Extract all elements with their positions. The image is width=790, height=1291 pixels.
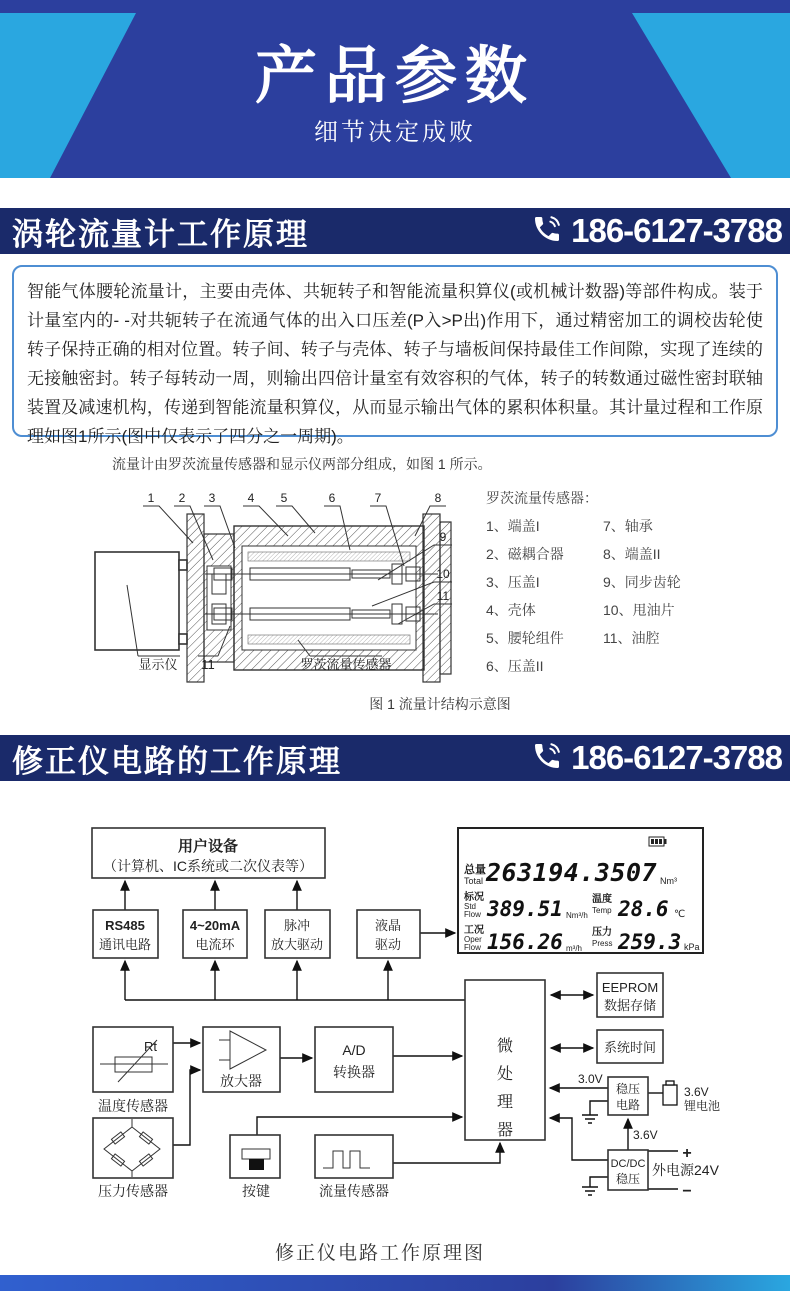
banner-subtitle: 细节决定成败 (314, 119, 476, 146)
phone-icon (531, 740, 563, 777)
block-user-device (92, 828, 325, 878)
battery-name-label: 锂电池 (684, 1099, 721, 1113)
top-banner (0, 0, 790, 178)
ground-symbol (582, 1115, 598, 1123)
block-system-time (597, 1030, 663, 1063)
part-item: 2、磁耦合器 (486, 546, 564, 562)
banner-title: 产品参数 (254, 42, 535, 111)
part-number: 7 (374, 491, 382, 505)
lcd-press-cn: 压力 (592, 927, 612, 938)
section1-title: 涡轮流量计工作原理 (12, 216, 309, 252)
eeprom-line2: 数据存储 (603, 998, 657, 1013)
phone-number: 186-6127-3788 (571, 212, 782, 249)
eeprom-line1: EEPROM (601, 980, 659, 995)
rs485-line1: RS485 (105, 918, 145, 933)
mcu-char2: 处 (496, 1066, 514, 1083)
plus-sign: + (682, 1145, 692, 1162)
lcd-oper-en2: Flow (464, 943, 481, 952)
key-label: 按键 (242, 1183, 270, 1199)
parts-list-title: 罗茨流量传感器： (486, 490, 598, 506)
lcd-press-unit: kPa (684, 942, 700, 952)
current-loop-line1: 4~20mA (189, 918, 241, 933)
lcd-oper-value: 156.26 (487, 930, 563, 954)
lcd-std-en2: Flow (464, 910, 481, 919)
part-item: 4、壳体 (486, 602, 536, 618)
system-time-label: 系统时间 (603, 1040, 657, 1055)
part-item: 1、端盖I (486, 518, 540, 534)
section2-phone-area (531, 739, 782, 777)
circuit-caption: 修正仪电路工作原理图 (274, 1243, 485, 1264)
display-unit-outline (95, 552, 179, 650)
ad-line1: A/D (342, 1042, 366, 1058)
part-number: 4 (247, 491, 255, 505)
lcd-temp-unit: ℃ (674, 909, 686, 920)
lcd-display (458, 828, 703, 954)
ad-line2: 转换器 (333, 1064, 375, 1080)
lcd-total-value: 263194.3507 (486, 858, 658, 887)
lithium-battery (663, 1081, 720, 1113)
current-loop-line2: 电流环 (195, 937, 235, 952)
ground-symbol (582, 1187, 598, 1195)
mcu-char3: 理 (496, 1094, 514, 1111)
lcd-total-en: Total (464, 876, 484, 886)
part-number: 2 (178, 491, 186, 505)
flow-sensor-label: 流量传感器 (319, 1183, 389, 1199)
lcd-oper-cn: 工况 (464, 925, 484, 936)
part-item: 9、同步齿轮 (603, 574, 681, 590)
lcd-total-unit: Nm³ (660, 876, 677, 886)
block-amplifier (203, 1027, 280, 1092)
block-voltage-regulator (608, 1077, 648, 1115)
part-item: 6、压盖II (486, 658, 544, 674)
section1-header (0, 208, 790, 254)
phone-icon (531, 213, 563, 250)
parts-list-column-1 (486, 512, 564, 680)
part-number: 6 (328, 491, 336, 505)
block-lcd-drive (357, 910, 420, 958)
block-current-loop (183, 910, 247, 958)
part-number: 5 (280, 491, 288, 505)
display-unit-label: 显示仪 (138, 657, 178, 672)
pulse-line2: 放大驱动 (270, 937, 324, 952)
rs485-line2: 通讯电路 (98, 937, 152, 952)
part-number: 11 (436, 589, 450, 603)
part-item: 11、油腔 (603, 630, 660, 646)
block-key (230, 1135, 280, 1199)
lcd-temp-value: 28.6 (618, 897, 669, 921)
battery-voltage-label: 3.6V (684, 1085, 709, 1099)
lcd-press-value: 259.3 (618, 930, 682, 954)
lcd-drive-line2: 驱动 (374, 937, 402, 952)
block-microprocessor (465, 980, 545, 1140)
voltage-3v6-label: 3.6V (633, 1128, 658, 1142)
block-flow-sensor (315, 1135, 393, 1199)
lcd-drive-line1: 液晶 (374, 918, 402, 933)
part-item: 10、甩油片 (603, 602, 675, 618)
part-item: 8、端盖II (603, 546, 661, 562)
block-temp-sensor (93, 1027, 173, 1114)
roots-sensor-label: 罗茨流量传感器 (300, 657, 392, 672)
lcd-std-en1: Std (464, 902, 477, 911)
figure-intro-line: 流量计由罗茨流量传感器和显示仪两部分组成，如图 1 所示。 (112, 456, 492, 472)
part-number: 8 (434, 491, 442, 505)
lcd-std-unit: Nm³/h (566, 911, 588, 920)
part-item: 7、轴承 (603, 518, 653, 534)
pulse-line1: 脉冲 (283, 918, 311, 933)
temp-sensor-label: 温度传感器 (98, 1098, 168, 1114)
oil-chamber-number-label: 11 (201, 657, 215, 672)
dcdc-line1: DC/DC (610, 1158, 646, 1170)
lcd-press-en: Press (592, 939, 613, 948)
lcd-std-value: 389.51 (487, 897, 563, 921)
block-dcdc (608, 1150, 648, 1190)
lcd-temp-en: Temp (592, 906, 612, 915)
regulator-line2: 电路 (615, 1098, 641, 1112)
regulator-line1: 稳压 (615, 1082, 641, 1096)
part-item: 5、腰轮组件 (486, 630, 564, 646)
voltage-3v0-label: 3.0V (578, 1072, 603, 1086)
mcu-char1: 微 (496, 1038, 514, 1055)
minus-sign: − (682, 1183, 692, 1200)
part-number: 10 (436, 567, 450, 581)
lcd-oper-unit: m³/h (566, 944, 582, 953)
lcd-total-cn: 总量 (464, 864, 486, 876)
part-number: 9 (439, 530, 447, 544)
corrector-circuit-diagram (0, 815, 790, 1215)
block-eeprom (597, 973, 663, 1017)
dcdc-line2: 稳压 (615, 1172, 641, 1186)
section2-title: 修正仪电路的工作原理 (12, 743, 342, 779)
mcu-char4: 器 (496, 1122, 514, 1139)
figure1-caption: 图 1 流量计结构示意图 (369, 696, 511, 712)
user-device-line2: （计算机、IC系统或二次仪表等） (103, 858, 313, 874)
section1-phone-area (531, 212, 782, 250)
lcd-oper-en1: Oper (464, 935, 482, 944)
part-number: 1 (147, 491, 155, 505)
lcd-temp-cn: 温度 (592, 894, 612, 905)
section2-header (0, 735, 790, 781)
block-pulse-drive (265, 910, 330, 958)
user-device-line1: 用户设备 (177, 838, 239, 855)
part-item: 3、压盖I (486, 574, 540, 590)
phone-number: 186-6127-3788 (571, 739, 782, 776)
block-ad-converter (315, 1027, 393, 1092)
lcd-std-cn: 标况 (464, 892, 484, 903)
parts-list-column-2 (603, 512, 681, 652)
external-power-label: 外电源24V (652, 1162, 719, 1178)
description-paragraph: 智能气体腰轮流量计，主要由壳体、共轭转子和智能流量积算仪(或机械计数器)等部件构成。装于计量室内的- -对共轭转子在流通气体的出入口压差(P入>P出)作用下，通过精密加工的调校齿轮使转子保持正确的相对位置。转子间、转子与壳体、转子与墙板间保持最佳工作间隙，实现了连续的无接触密封。转子每转动一周，则输出四倍计量室有效容积的气体，转子的转数通过磁性密封联轴装置及减速机构，传递到智能流量积算仪，从而显示输出气体的累积体积量。其计量过程和工作原理如图1所示(图中仅表示了四分之一周期)。 (12, 265, 778, 437)
rt-label: Rt (144, 1039, 157, 1054)
bottom-divider (0, 1275, 790, 1291)
block-rs485 (93, 910, 158, 958)
part-number: 3 (208, 491, 216, 505)
amplifier-label: 放大器 (220, 1073, 262, 1089)
block-press-sensor (93, 1118, 173, 1199)
press-sensor-label: 压力传感器 (98, 1183, 168, 1199)
